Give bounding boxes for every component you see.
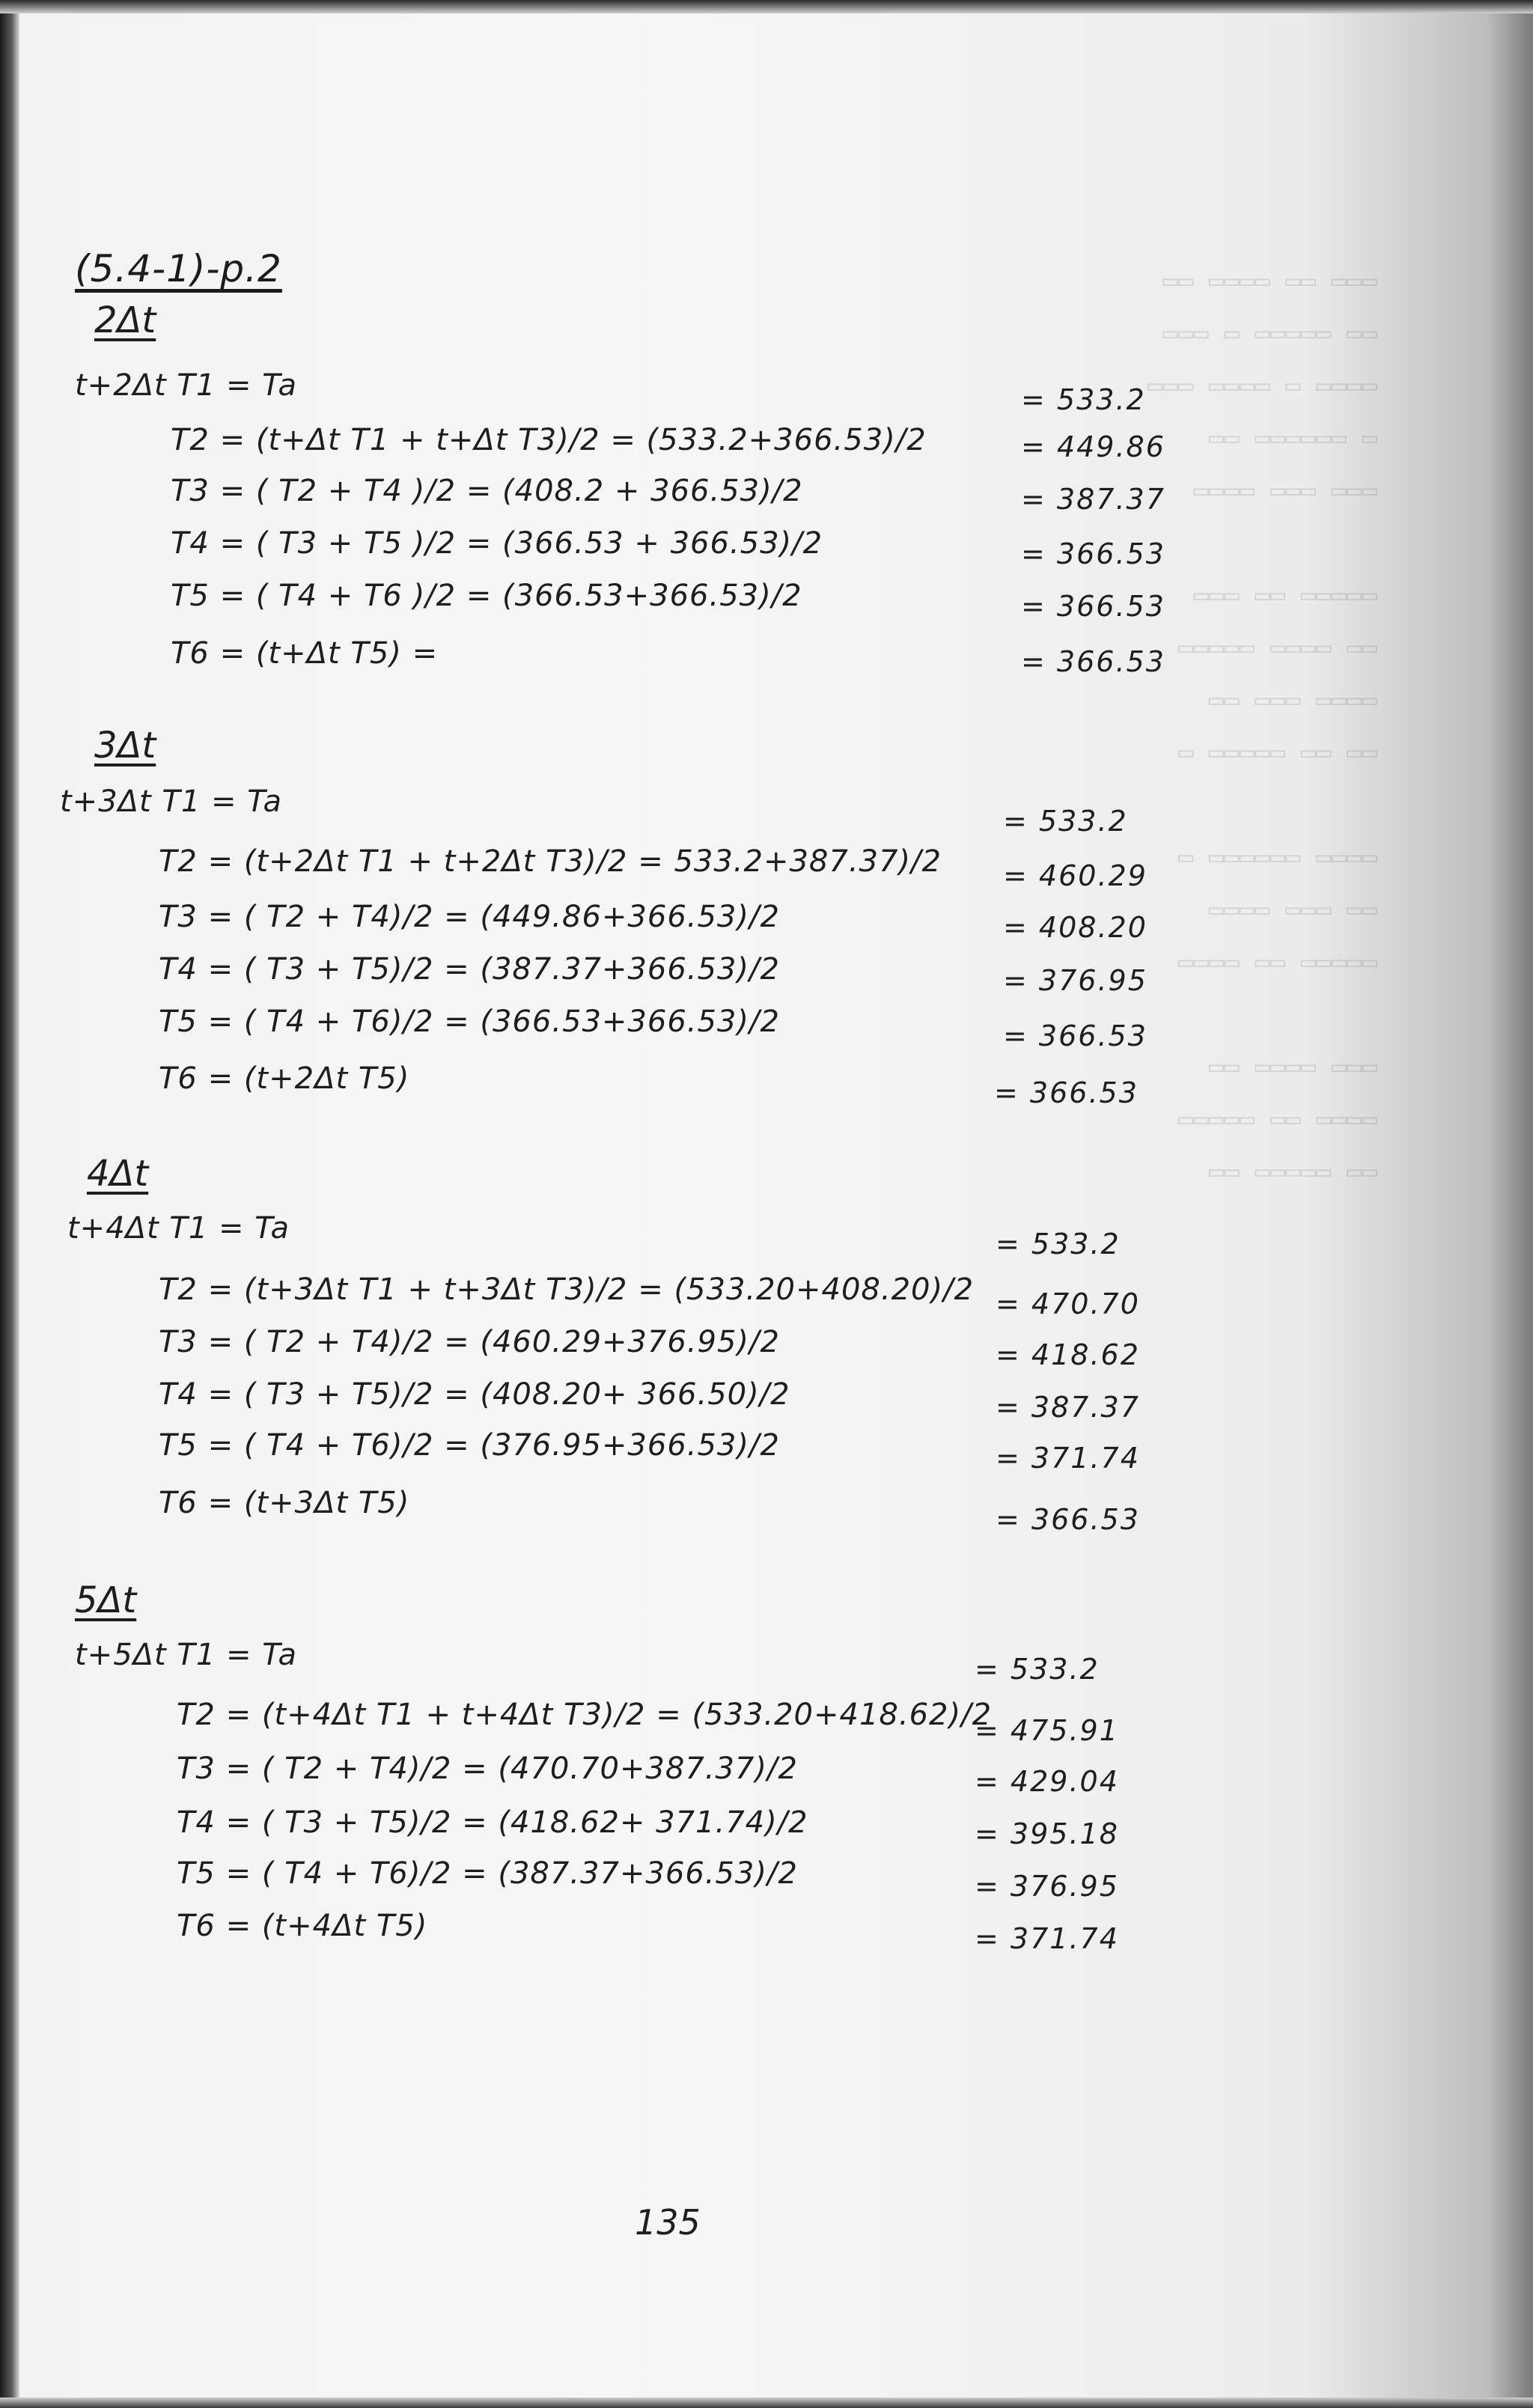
section-heading: 4Δt xyxy=(87,1153,149,1195)
equation-line: T6 = (t+4Δt T5) xyxy=(177,1909,428,1943)
result-value: = 366.53 xyxy=(1003,1019,1148,1052)
result-value: = 475.91 xyxy=(975,1714,1119,1747)
equation-line: T3 = ( T2 + T4)/2 = (470.70+387.37)/2 xyxy=(177,1752,798,1786)
equation-line: T5 = ( T4 + T6)/2 = (387.37+366.53)/2 xyxy=(177,1856,798,1891)
scan-left-edge xyxy=(0,0,19,2408)
equation-line: T2 = (t+4Δt T1 + t+4Δt T3)/2 = (533.20+418.62)/2 xyxy=(177,1698,993,1732)
result-value: = 533.2 xyxy=(1021,383,1146,416)
result-value: = 470.70 xyxy=(996,1287,1140,1320)
equation-line: T6 = (t+3Δt T5) xyxy=(159,1486,410,1520)
result-value: = 366.53 xyxy=(1021,590,1165,623)
section-heading: 5Δt xyxy=(75,1579,137,1621)
equation-line: T2 = (t+3Δt T1 + t+3Δt T3)/2 = (533.20+408.20)/2 xyxy=(159,1272,975,1307)
result-value: = 533.2 xyxy=(1003,805,1128,838)
equation-line: T5 = ( T4 + T6 )/2 = (366.53+366.53)/2 xyxy=(171,579,802,613)
result-value: = 376.95 xyxy=(1003,964,1148,997)
equation-line: t+2Δt T1 = Ta xyxy=(75,368,297,403)
equation-line: T3 = ( T2 + T4)/2 = (460.29+376.95)/2 xyxy=(159,1325,780,1359)
equation-line: T6 = (t+2Δt T5) xyxy=(159,1061,410,1096)
page-number: 135 xyxy=(635,2202,701,2243)
result-value: = 366.53 xyxy=(1021,645,1165,678)
result-value: = 387.37 xyxy=(1021,483,1165,516)
result-value: = 533.2 xyxy=(996,1228,1121,1261)
result-value: = 418.62 xyxy=(996,1338,1140,1371)
equation-line: T4 = ( T3 + T5 )/2 = (366.53 + 366.53)/2 xyxy=(171,526,823,561)
equation-line: T4 = ( T3 + T5)/2 = (418.62+ 371.74)/2 xyxy=(177,1805,808,1840)
section-heading: 2Δt xyxy=(94,299,156,341)
equation-line: t+3Δt T1 = Ta xyxy=(60,784,282,819)
equation-line: T3 = ( T2 + T4)/2 = (449.86+366.53)/2 xyxy=(159,900,780,934)
result-value: = 460.29 xyxy=(1003,859,1148,892)
section-heading: 3Δt xyxy=(94,725,156,766)
result-value: = 366.53 xyxy=(994,1076,1139,1109)
equation-line: T4 = ( T3 + T5)/2 = (387.37+366.53)/2 xyxy=(159,952,780,987)
result-value: = 387.37 xyxy=(996,1391,1140,1424)
equation-line: T2 = (t+2Δt T1 + t+2Δt T3)/2 = 533.2+387.37)/2 xyxy=(159,844,942,879)
result-value: = 395.18 xyxy=(975,1817,1119,1850)
scan-top-edge xyxy=(0,0,1533,13)
page-reference: (5.4-1)-p.2 xyxy=(75,247,282,290)
result-value: = 366.53 xyxy=(1021,537,1165,570)
equation-line: T2 = (t+Δt T1 + t+Δt T3)/2 = (533.2+366.53)/2 xyxy=(171,423,927,457)
bleed-through-shadow: ▭▭▭ ▭▭ ▭▭▭▭ ▭▭ ▭▭ ▭▭▭▭▭ ▭ ▭▭▭ ▭▭▭▭ ▭ ▭▭▭▭ ▭▭▭ ▭ ▭▭▭▭▭▭ ▭▭ ▭▭▭ ▭▭▭ ▭▭▭▭ ▭▭▭▭▭ ▭▭ ▭▭▭ ▭▭ ▭▭▭▭ ▭▭▭▭▭ ▭▭▭▭ ▭▭▭ ▭▭ ▭▭ ▭▭ ▭▭▭▭▭ ▭ ▭▭▭▭ ▭▭▭▭▭▭ ▭ ▭▭ ▭▭▭ ▭▭▭▭ ▭▭▭▭▭ ▭▭ ▭▭▭▭ ▭▭▭ ▭▭▭▭ ▭▭ ▭▭▭▭ ▭▭ ▭▭▭▭▭ ▭▭ ▭▭▭▭▭ ▭▭ xyxy=(1147,266,1377,1186)
equation-line: t+4Δt T1 = Ta xyxy=(67,1211,290,1246)
scan-bottom-edge xyxy=(0,2398,1533,2408)
equation-line: T3 = ( T2 + T4 )/2 = (408.2 + 366.53)/2 xyxy=(171,474,803,508)
result-value: = 376.95 xyxy=(975,1870,1119,1903)
result-value: = 429.04 xyxy=(975,1765,1119,1798)
equation-line: t+5Δt T1 = Ta xyxy=(75,1638,297,1672)
equation-line: T5 = ( T4 + T6)/2 = (376.95+366.53)/2 xyxy=(159,1428,780,1463)
result-value: = 371.74 xyxy=(996,1442,1140,1475)
result-value: = 366.53 xyxy=(996,1503,1140,1536)
result-value: = 371.74 xyxy=(975,1922,1119,1955)
result-value: = 408.20 xyxy=(1003,911,1148,944)
equation-line: T5 = ( T4 + T6)/2 = (366.53+366.53)/2 xyxy=(159,1005,780,1039)
equation-line: T4 = ( T3 + T5)/2 = (408.20+ 366.50)/2 xyxy=(159,1377,790,1412)
result-value: = 533.2 xyxy=(975,1653,1100,1686)
equation-line: T6 = (t+Δt T5) = xyxy=(171,636,439,671)
result-value: = 449.86 xyxy=(1021,430,1165,463)
